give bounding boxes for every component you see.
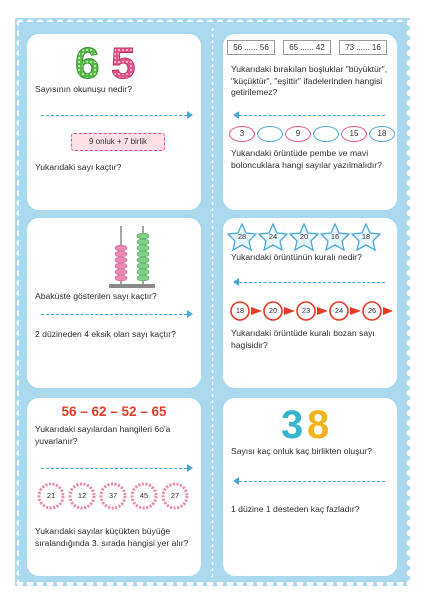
question-dozen: 2 düzineden 4 eksik olan sayı kaçtır?: [35, 329, 176, 339]
divider: [41, 468, 187, 469]
question-tens-ones: Sayısı kaç onluk kaç birlikten oluşur?: [231, 446, 372, 456]
blank-a: 65: [289, 43, 299, 52]
svg-text:3: 3: [281, 403, 304, 444]
card-abacus: [27, 218, 201, 388]
question-balloon-pattern: Yukarıdaki örüntüde pembe ve mavi boloncuklara hangi sayılar yazılmalıdır?: [231, 148, 382, 170]
question-comparison: Yukarıdaki bırakılan boşluklar "büyüktür", "küçüktür", "eşittir" ifadelerinden hangisi getirilemez?: [231, 64, 388, 97]
bead-label: 45: [139, 491, 149, 500]
star-label: 18: [361, 232, 371, 241]
divider: [239, 115, 385, 116]
balloon-blue: [313, 126, 339, 142]
question-dozen-vs-ten: 1 düzine 1 desteden kaç fazladır?: [231, 504, 360, 514]
circle-label: 24: [334, 306, 344, 315]
arrow-right-icon: [187, 111, 193, 119]
circle-label: 18: [235, 306, 245, 315]
star-label: 16: [330, 232, 340, 241]
blank-dots: ......: [244, 43, 258, 52]
tag-text: 9 onluk + 7 birlik: [88, 137, 148, 146]
divider: [239, 481, 385, 482]
balloon-blue: 18: [369, 126, 395, 142]
question-broken-rule: Yukarıdaki örüntüde kuralı bozan sayı hagisidir?: [231, 328, 375, 350]
circle-label: 20: [268, 306, 278, 315]
tens-ones-tag: [71, 133, 165, 151]
arrow-left-icon: [233, 477, 239, 485]
svg-text:5: 5: [111, 40, 136, 82]
blank-dots: ......: [356, 43, 370, 52]
bead-label: 27: [170, 491, 180, 500]
blank-b: 16: [371, 43, 381, 52]
question-read-number: Sayısının okunuşu nedir?: [35, 84, 132, 94]
blank-dots: ......: [300, 43, 314, 52]
card-comparison: [223, 34, 397, 210]
card-patterns: [223, 218, 397, 388]
number-sequence: 56 – 62 – 52 – 65: [61, 404, 167, 419]
arrow-left-icon: [233, 278, 239, 286]
divider: [41, 115, 187, 116]
arrow-left-icon: [233, 111, 239, 119]
star-label: 24: [268, 232, 278, 241]
svg-text:6: 6: [75, 40, 100, 82]
bead-label: 21: [46, 491, 56, 500]
question-what-number: Yukarıdaki sayı kaçtır?: [35, 162, 122, 172]
balloon-pink: 15: [341, 126, 367, 142]
blank-box: [339, 40, 387, 55]
divider: [41, 314, 187, 315]
arrow-right-icon: [187, 464, 193, 472]
arrow-right-icon: [187, 310, 193, 318]
star-label: 20: [299, 232, 309, 241]
balloon-blue: [257, 126, 283, 142]
abacus-icon: [107, 224, 157, 290]
question-pattern-rule: Yukarıdaki örüntünün kuralı nedir?: [231, 252, 362, 262]
number-38-graphic: [279, 402, 339, 444]
number-65-dotted-graphic: [73, 40, 153, 82]
bead-label: 12: [77, 491, 87, 500]
question-ordering: Yukarıdaki sayılar küçükten büyüğe sıralandığında 3. sırada hangisi yer alır?: [35, 526, 189, 548]
balloon-pink: 9: [285, 126, 311, 142]
blank-a: 73: [345, 43, 355, 52]
question-rounding: Yukarıdaki sayılardan hangileri 6o'a yuvarlanır?: [35, 424, 171, 446]
blank-box: [227, 40, 275, 55]
blank-box: [283, 40, 331, 55]
blank-a: 56: [233, 43, 243, 52]
balloon-pink: 3: [229, 126, 255, 142]
circle-label: 26: [367, 306, 377, 315]
worksheet: [15, 18, 410, 586]
card-number-65: [27, 34, 201, 210]
bead-label: 37: [108, 491, 118, 500]
divider: [239, 282, 385, 283]
blank-b: 56: [259, 43, 269, 52]
circle-label: 23: [301, 306, 311, 315]
card-number-38: [223, 398, 397, 576]
svg-text:8: 8: [307, 403, 330, 444]
question-abacus: Abaküste gösterilen sayı kaçtır?: [35, 291, 157, 301]
star-label: 28: [237, 232, 247, 241]
blank-b: 42: [315, 43, 325, 52]
card-rounding: [27, 398, 201, 576]
